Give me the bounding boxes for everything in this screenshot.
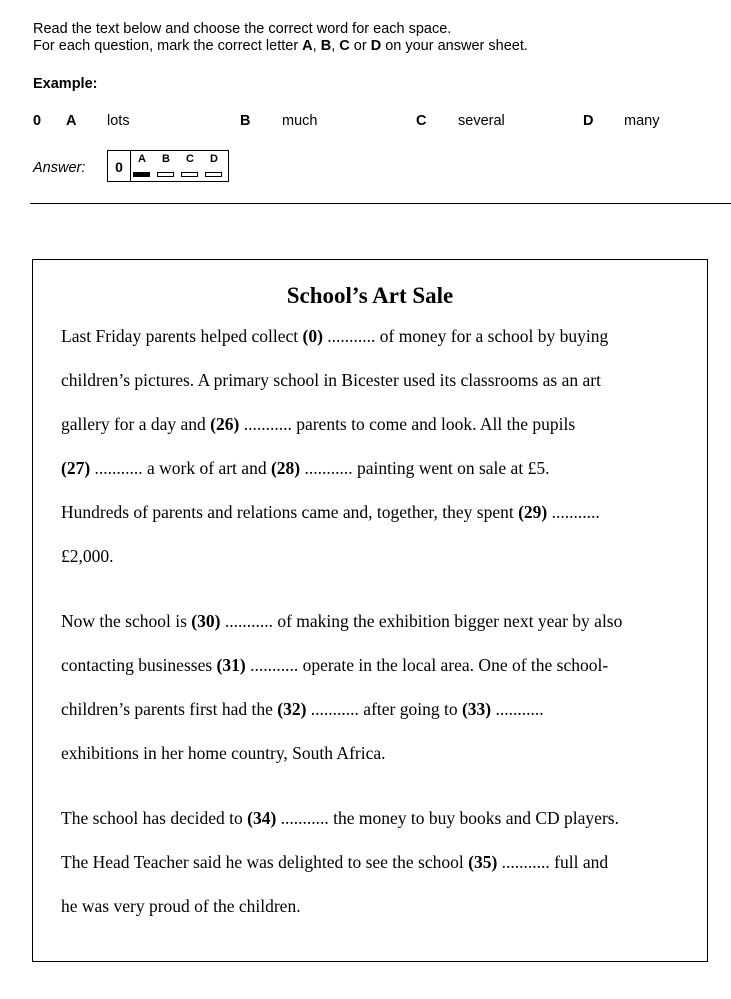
line-text: Last Friday parents helped collect bbox=[61, 326, 303, 346]
passage-line bbox=[61, 326, 608, 347]
instruction-letter-d: D bbox=[370, 38, 382, 54]
option-a-word: lots bbox=[107, 113, 130, 129]
example-label: Example: bbox=[33, 76, 98, 92]
line-text: Now the school is bbox=[61, 611, 192, 631]
option-b-letter: B bbox=[240, 113, 251, 129]
line-text: ........... operate in the local area. One of the school- bbox=[245, 655, 609, 675]
line-text: ........... of making the exhibition bigger next year by also bbox=[220, 611, 623, 631]
example-options bbox=[0, 113, 731, 133]
passage-line bbox=[61, 414, 575, 435]
example-number: 0 bbox=[33, 113, 42, 129]
line-text: Hundreds of parents and relations came and, together, they spent bbox=[61, 502, 519, 522]
line-text: exhibitions in her home country, South Africa. bbox=[61, 743, 386, 763]
line-text: gallery for a day and bbox=[61, 414, 211, 434]
option-d-word: many bbox=[624, 113, 660, 129]
section-divider bbox=[30, 203, 731, 204]
line-text: he was very proud of the children. bbox=[61, 896, 301, 916]
line-text: contacting businesses bbox=[61, 655, 217, 675]
passage-line bbox=[61, 458, 549, 479]
answer-label: Answer: bbox=[33, 160, 86, 176]
line-text: £2,000. bbox=[61, 546, 114, 566]
option-d-letter: D bbox=[583, 113, 594, 129]
line-text: ........... after going to bbox=[306, 699, 462, 719]
option-a-letter: A bbox=[66, 113, 77, 129]
answer-number: 0 bbox=[108, 151, 131, 181]
line-text: ........... a work of art and bbox=[90, 458, 271, 478]
line-text: The Head Teacher said he was delighted to see the school bbox=[61, 852, 469, 872]
answer-bubble-b[interactable] bbox=[157, 172, 174, 177]
gap-number: (27) bbox=[61, 458, 91, 478]
instruction-letter-b: B bbox=[320, 38, 332, 54]
answer-col-a: A bbox=[138, 153, 146, 165]
instruction-line-1: Read the text below and choose the correct word for each space. bbox=[33, 21, 452, 37]
line-text: ........... bbox=[491, 699, 544, 719]
answer-bubble-a[interactable] bbox=[133, 172, 150, 177]
line-text: children’s pictures. A primary school in Bicester used its classrooms as an art bbox=[61, 370, 601, 390]
gap-number: (26) bbox=[210, 414, 240, 434]
passage-box bbox=[32, 259, 708, 962]
gap-number: (0) bbox=[302, 326, 323, 346]
answer-sheet-box bbox=[107, 150, 229, 182]
option-b-word: much bbox=[282, 113, 318, 129]
passage-line bbox=[61, 655, 608, 676]
answer-col-b: B bbox=[162, 153, 170, 165]
passage-title: School’s Art Sale bbox=[286, 283, 454, 308]
line-text: ........... the money to buy books and CD players. bbox=[276, 808, 619, 828]
gap-number: (34) bbox=[247, 808, 277, 828]
line-text: ........... painting went on sale at £5. bbox=[300, 458, 550, 478]
gap-number: (32) bbox=[277, 699, 307, 719]
instruction-separator: , bbox=[331, 38, 340, 54]
line-text: children’s parents first had the bbox=[61, 699, 278, 719]
passage-line bbox=[61, 546, 114, 567]
passage-line bbox=[61, 502, 600, 523]
gap-number: (35) bbox=[468, 852, 498, 872]
line-text: ........... bbox=[547, 502, 600, 522]
gap-number: (31) bbox=[216, 655, 246, 675]
instruction-text-end: on your answer sheet. bbox=[381, 38, 528, 54]
instructions bbox=[33, 21, 528, 55]
line-text: ........... of money for a school by buying bbox=[322, 326, 609, 346]
answer-col-d: D bbox=[210, 153, 218, 165]
instruction-or: or bbox=[349, 38, 371, 54]
gap-number: (33) bbox=[461, 699, 492, 719]
passage-line bbox=[61, 852, 608, 873]
answer-bubble-d[interactable] bbox=[205, 172, 222, 177]
answer-col-c: C bbox=[186, 153, 194, 165]
answer-bubble-c[interactable] bbox=[181, 172, 198, 177]
gap-number: (28) bbox=[270, 458, 301, 478]
passage-line bbox=[61, 808, 619, 829]
passage-line bbox=[61, 896, 301, 917]
passage-line bbox=[61, 743, 386, 764]
option-c-letter: C bbox=[416, 113, 427, 129]
passage-line bbox=[61, 699, 544, 720]
instruction-text: For each question, mark the correct letter bbox=[33, 38, 303, 54]
line-text: ........... full and bbox=[497, 852, 609, 872]
gap-number: (29) bbox=[518, 502, 548, 522]
passage-line bbox=[61, 370, 601, 391]
passage-line bbox=[61, 611, 622, 632]
option-c-word: several bbox=[458, 113, 505, 129]
instruction-line-2 bbox=[33, 38, 528, 55]
instruction-separator: , bbox=[312, 38, 321, 54]
instruction-letter-c: C bbox=[339, 38, 350, 54]
gap-number: (30) bbox=[191, 611, 221, 631]
line-text: The school has decided to bbox=[61, 808, 248, 828]
instruction-letter-a: A bbox=[302, 38, 313, 54]
line-text: ........... parents to come and look. All the pupils bbox=[239, 414, 576, 434]
